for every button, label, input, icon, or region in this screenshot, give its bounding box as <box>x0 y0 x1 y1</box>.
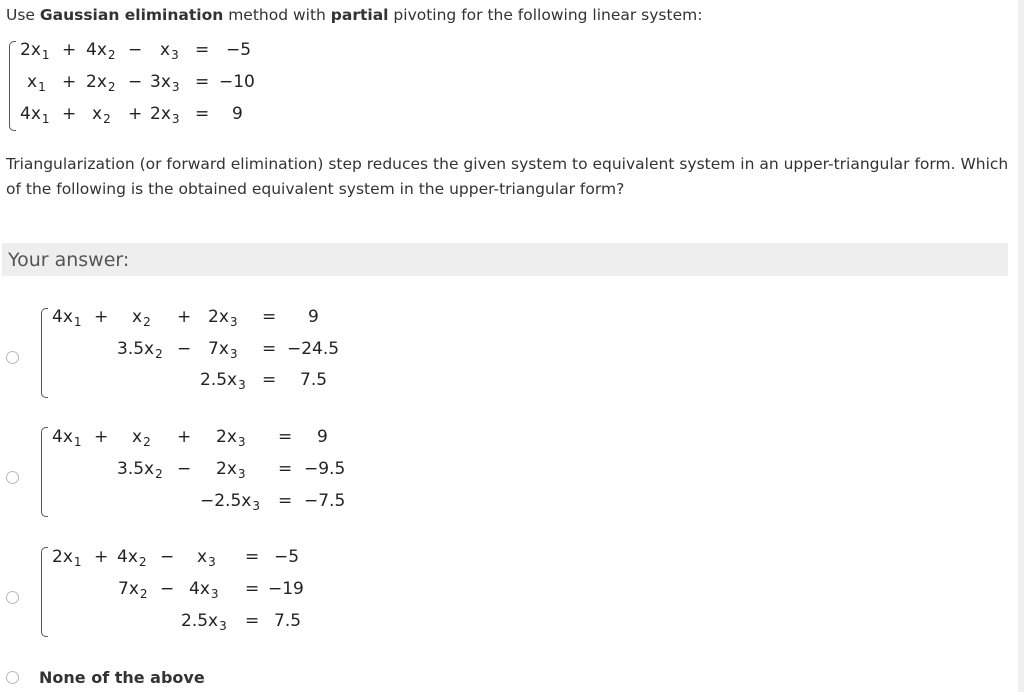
question-post: pivoting for the following linear system: <box>388 6 703 24</box>
opt-b-r1-op1: + <box>94 427 109 447</box>
question-bold-method: Gaussian elimination <box>39 6 224 24</box>
opt-c-r2-rhs: −19 <box>268 579 304 599</box>
opt-b-r2-term3: $2x_3$ <box>216 459 246 481</box>
sys-r2-op1: + <box>62 72 77 92</box>
opt-a-r1-term3: $2x_3$ <box>208 307 238 329</box>
sys-r3-rhs: 9 <box>232 104 243 124</box>
sys-r1-equals: = <box>195 40 210 60</box>
question-bold-pivoting: partial <box>330 6 389 24</box>
opt-c-r1-term1: $2x_1$ <box>52 547 82 569</box>
right-scroll-track <box>1018 0 1024 692</box>
opt-c-r1-rhs: −5 <box>274 547 300 567</box>
question-line <box>6 6 702 24</box>
opt-a-r3-term3: $2.5x_3$ <box>200 370 246 392</box>
opt-a-r3-rhs: 7.5 <box>300 370 328 390</box>
option-d-radio[interactable] <box>6 671 19 684</box>
opt-c-r3-equals: = <box>245 611 260 631</box>
opt-c-r1-op1: + <box>94 547 109 567</box>
sys-r2-term2: $2x_2$ <box>86 72 116 94</box>
opt-b-r1-term3: $2x_3$ <box>216 427 246 449</box>
sys-r2-op2: − <box>128 72 143 92</box>
sys-r1-term3: $x_3$ <box>160 40 179 62</box>
sys-r2-equals: = <box>195 72 210 92</box>
system-brace <box>9 41 16 131</box>
opt-c-r1-term2: $4x_2$ <box>117 547 147 569</box>
sys-r1-op1: + <box>62 40 77 60</box>
opt-b-r3-rhs: −7.5 <box>304 491 346 511</box>
opt-c-r1-equals: = <box>245 547 260 567</box>
opt-c-r2-term3: $4x_3$ <box>189 579 219 601</box>
opt-b-r1-op2: + <box>177 427 192 447</box>
opt-c-r1-op2: − <box>160 547 175 567</box>
opt-a-r1-op1: + <box>94 307 109 327</box>
opt-c-r2-term2: $7x_2$ <box>118 579 148 601</box>
opt-a-r2-op2: − <box>177 339 192 359</box>
opt-b-r2-equals: = <box>278 459 293 479</box>
opt-a-r2-rhs: −24.5 <box>287 339 340 359</box>
opt-b-r1-term1: $4x_1$ <box>52 427 82 449</box>
option-a-brace <box>41 308 48 398</box>
opt-a-r2-term3: $7x_3$ <box>208 339 238 361</box>
opt-b-r2-rhs: −9.5 <box>304 459 346 479</box>
sys-r1-rhs: −5 <box>226 40 252 60</box>
sys-r1-term2: $4x_2$ <box>86 40 116 62</box>
opt-c-r2-op2: − <box>160 579 175 599</box>
sys-r1-op2: − <box>128 40 143 60</box>
answer-header-bar <box>2 243 1008 276</box>
option-none-label[interactable]: None of the above <box>39 668 205 687</box>
opt-c-r3-term3: $2.5x_3$ <box>181 611 227 633</box>
opt-b-r3-equals: = <box>278 491 293 511</box>
sys-r2-term1: $x_1$ <box>27 72 46 94</box>
sys-r3-op2: + <box>128 104 143 124</box>
sys-r2-term3: $3x_3$ <box>150 72 180 94</box>
option-b-brace <box>41 427 48 517</box>
opt-a-r1-equals: = <box>262 307 277 327</box>
opt-b-r2-op2: − <box>177 459 192 479</box>
opt-a-r2-equals: = <box>262 339 277 359</box>
opt-c-r2-equals: = <box>245 579 260 599</box>
option-c-brace <box>41 547 48 637</box>
opt-b-r1-equals: = <box>278 427 293 447</box>
question-mid: method with <box>223 6 331 24</box>
opt-a-r1-op2: + <box>177 307 192 327</box>
question-paragraph-line1: Triangularization (or forward elimination) step reduces the given system to equivalent system in an upper-triangular form. Which <box>6 155 1009 173</box>
opt-a-r3-equals: = <box>262 370 277 390</box>
opt-c-r3-rhs: 7.5 <box>274 611 302 631</box>
sys-r1-term1: $2x_1$ <box>20 40 50 62</box>
opt-b-r3-term3: $-2.5x_3$ <box>200 491 260 513</box>
answer-label: Your answer: <box>8 249 130 271</box>
opt-a-r1-term2: $x_2$ <box>132 307 151 329</box>
option-a-radio[interactable] <box>6 351 19 364</box>
opt-a-r1-rhs: 9 <box>308 307 319 327</box>
option-b-radio[interactable] <box>6 471 19 484</box>
opt-a-r2-term2: $3.5x_2$ <box>117 339 163 361</box>
option-c-radio[interactable] <box>6 591 19 604</box>
sys-r3-term3: $2x_3$ <box>150 104 180 126</box>
question-pre: Use <box>6 6 40 24</box>
sys-r3-term2: $x_2$ <box>92 104 111 126</box>
opt-a-r1-term1: $4x_1$ <box>52 307 82 329</box>
sys-r3-op1: + <box>62 104 77 124</box>
opt-b-r1-rhs: 9 <box>317 427 328 447</box>
sys-r3-equals: = <box>195 104 210 124</box>
sys-r2-rhs: −10 <box>219 72 255 92</box>
question-paragraph-line2: of the following is the obtained equivalent system in the upper-triangular form? <box>6 180 625 198</box>
opt-b-r2-term2: $3.5x_2$ <box>117 459 163 481</box>
sys-r3-term1: $4x_1$ <box>20 104 50 126</box>
opt-b-r1-term2: $x_2$ <box>132 427 151 449</box>
opt-c-r1-term3: $x_3$ <box>197 547 216 569</box>
